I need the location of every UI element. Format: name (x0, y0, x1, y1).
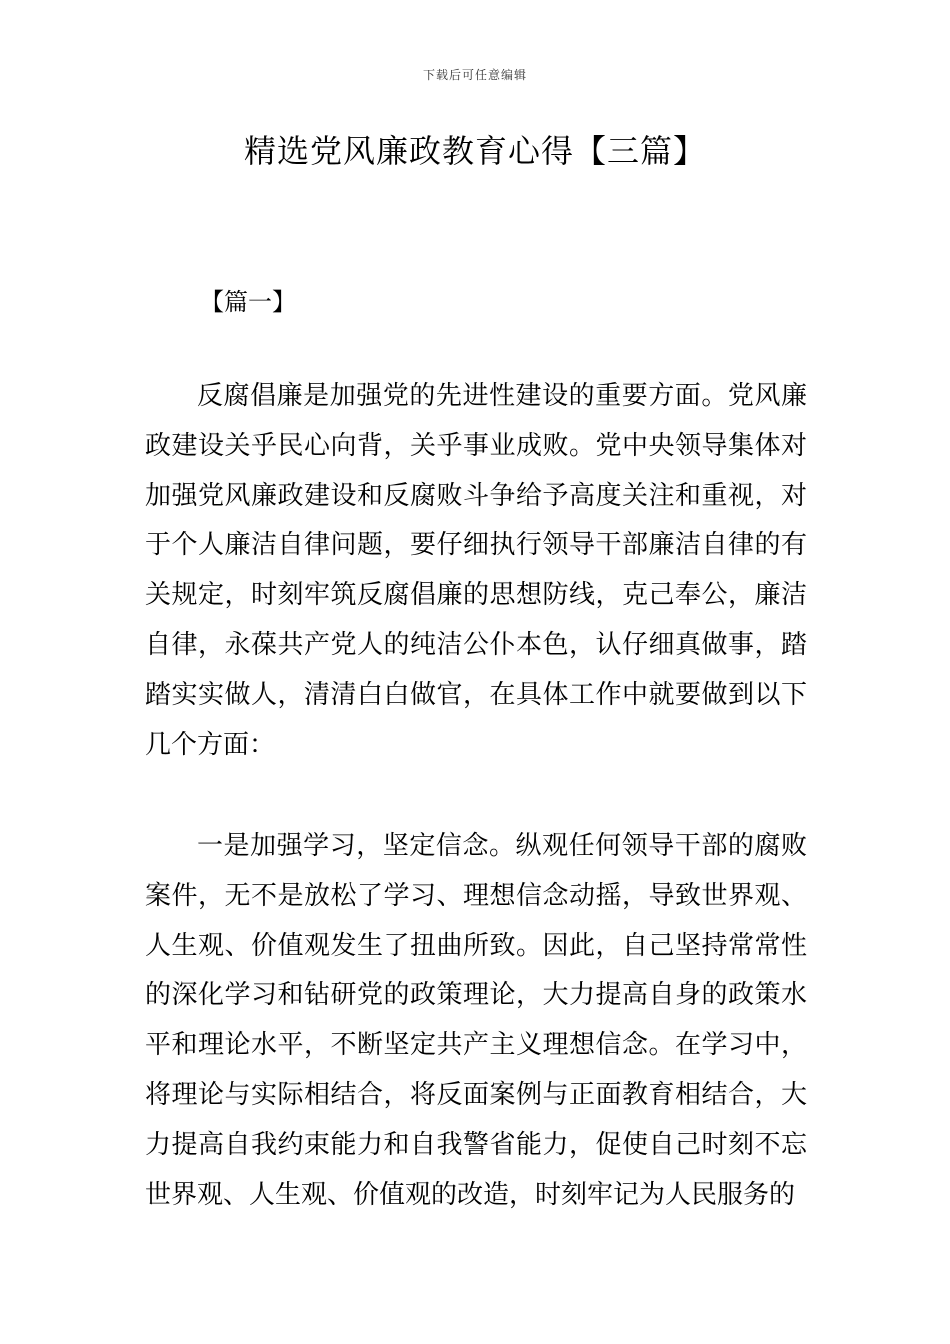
paragraph: 反腐倡廉是加强党的先进性建设的重要方面。党风廉政建设关乎民心向背，关乎事业成败。党中央领导集体对加强党风廉政建设和反腐败斗争给予高度关注和重视，对于个人廉洁自律问题，要仔细执行领导干部廉洁自律的有关规定，时刻牢筑反腐倡廉的思想防线，克己奉公，廉洁自律，永葆共产党人的纯洁公仆本色，认仔细真做事，踏踏实实做人，清清白白做官，在具体工作中就要做到以下几个方面： (145, 381, 807, 760)
paragraph: 一是加强学习，坚定信念。纵观任何领导干部的腐败案件，无不是放松了学习、理想信念动摇，导致世界观、人生观、价值观发生了扭曲所致。因此，自己坚持常常性的深化学习和钻研党的政策理论，大力提高自身的政策水平和理论水平，不断坚定共产主义理想信念。在学习中，将理论与实际相结合，将反面案例与正面教育相结合，大力提高自我约束能力和自我警省能力，促使自己时刻不忘世界观、人生观、价值观的改造，时刻牢记为人民服务的 (145, 831, 807, 1210)
document-title: 精选党风廉政教育心得【三篇】 (243, 132, 706, 170)
section-label: 【篇一】 (200, 288, 296, 316)
header-note: 下载后可任意编辑 (422, 68, 527, 82)
